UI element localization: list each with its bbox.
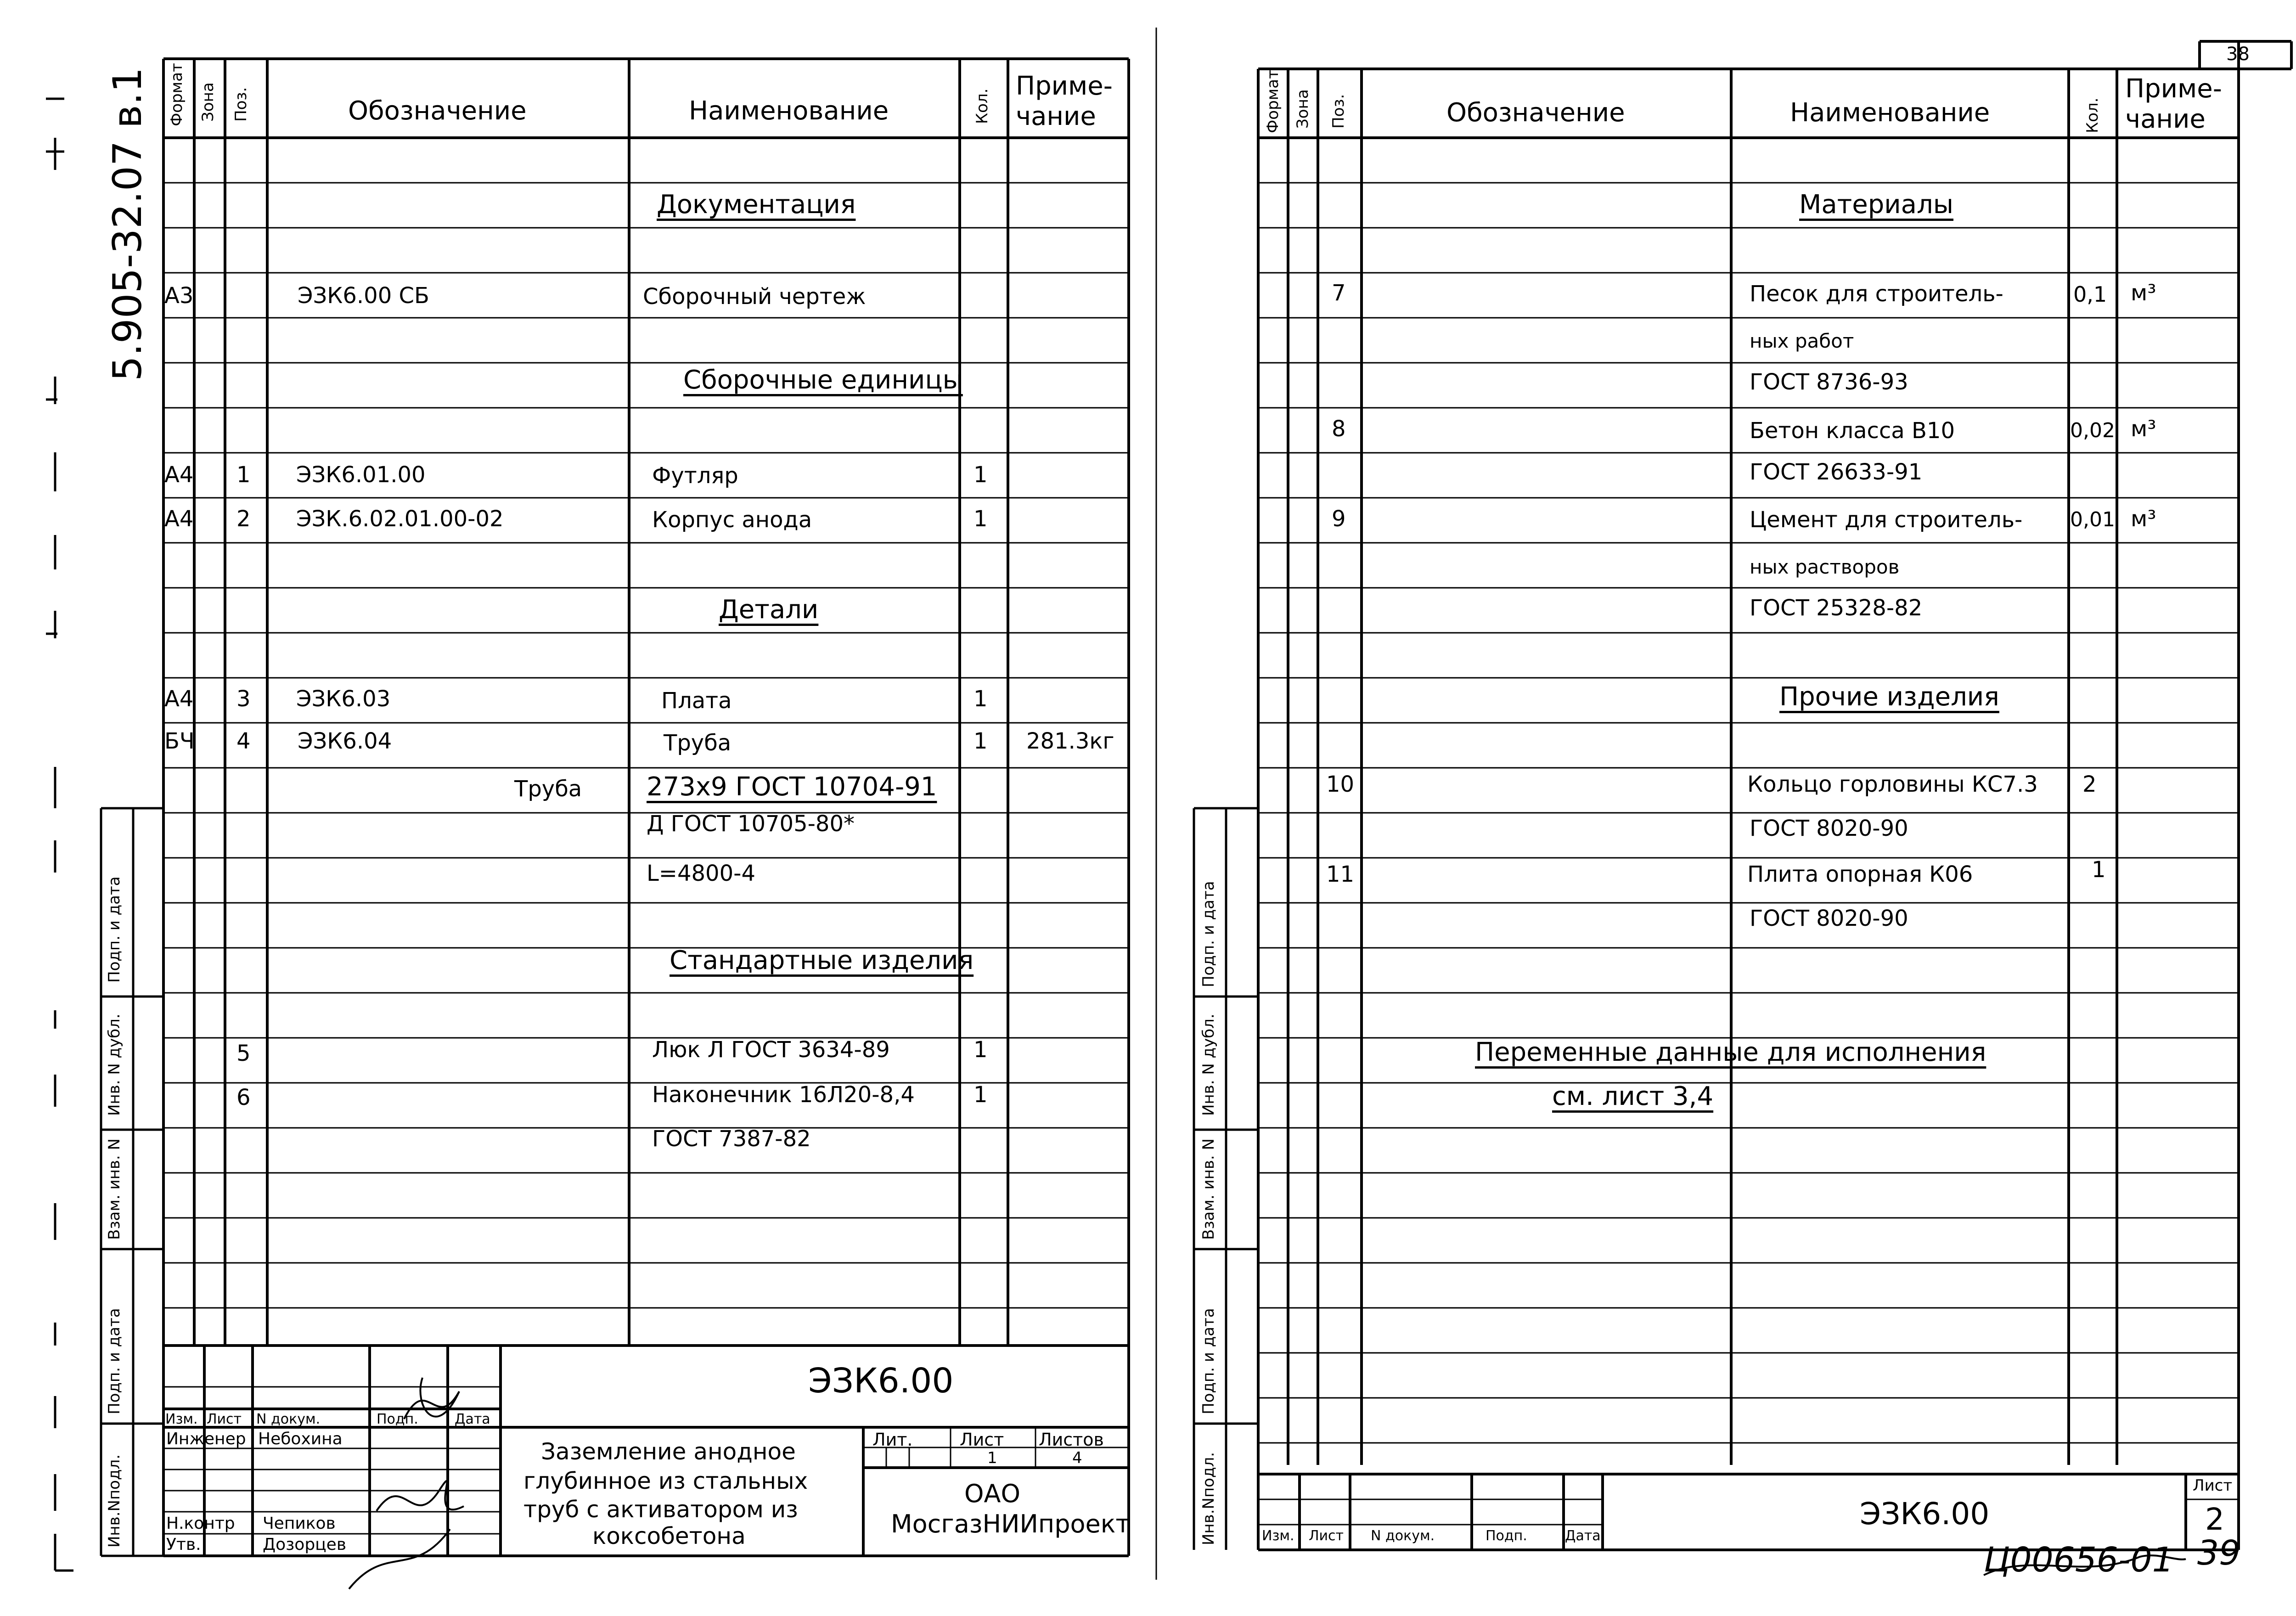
stamp-sign-date-2: Подп. и дата [105, 1308, 124, 1414]
name-cell: Сборочный чертеж [643, 284, 866, 310]
designation-cell: ЭЗК6.00 СБ [298, 283, 429, 309]
document-code: ЭЗК6.00 [808, 1361, 954, 1401]
section-other-items: Прочие изделия [1779, 682, 1999, 712]
name-cell: Наконечник 16Л20-8,4 [652, 1082, 915, 1108]
name-cell: Плита опорная К06 [1747, 861, 1973, 887]
unit-cell: м³ [2131, 416, 2156, 442]
qty-cell: 1 [974, 506, 988, 532]
stamp-sign-date: Подп. и дата [105, 876, 124, 983]
format-cell: А3 [164, 283, 194, 309]
tb-header-izm: Изм. [165, 1411, 198, 1427]
role-engineer: Инженер [166, 1430, 246, 1448]
stamp-dup-inv: Инв. N дубл. [1199, 1014, 1218, 1116]
name-cell-continued: ГОСТ 7387-82 [652, 1126, 811, 1152]
header-note-1: Приме- [2125, 74, 2222, 104]
archive-code: Ц00656-01 [1984, 1540, 2174, 1580]
section-materials: Материалы [1799, 190, 1953, 220]
stamp-sign-date: Подп. и дата [1199, 881, 1218, 987]
tb-header-izm: Изм. [1262, 1528, 1294, 1544]
tb-header-list: Лист [1309, 1528, 1344, 1544]
note-cell: 281.3кг [1026, 728, 1114, 754]
organization-line-2: МосгазНИИпроект [891, 1509, 1130, 1538]
header-note-2: чание [1016, 101, 1096, 131]
tb-header-sign: Подп. [1486, 1528, 1527, 1544]
see-sheets-note: см. лист 3,4 [1552, 1081, 1714, 1111]
name-cell: Плата [661, 688, 732, 714]
format-cell: А4 [164, 506, 194, 532]
section-standard-items: Стандартные изделия [670, 946, 974, 975]
sheet-number: 38 [2226, 44, 2250, 65]
material-spec-line-3: L=4800-4 [647, 861, 755, 886]
qty-cell: 1 [974, 686, 988, 712]
tb-header-date: Дата [1565, 1528, 1601, 1544]
designation-cell: ЭЗК6.04 [298, 728, 392, 754]
pos-cell: 6 [236, 1085, 251, 1110]
section-assembly-units: Сборочные единицы [683, 365, 963, 395]
drawing-title-line-1: Заземление анодное [541, 1438, 796, 1465]
qty-cell: 0,01 [2070, 508, 2115, 531]
pos-cell: 1 [236, 462, 251, 488]
pos-cell: 8 [1332, 416, 1346, 442]
pos-cell: 10 [1326, 771, 1355, 797]
pos-cell: 2 [236, 506, 251, 532]
name-cell: Корпус анода [652, 507, 812, 533]
designation-cell: ЭЗК.6.02.01.00-02 [296, 506, 504, 532]
name-cell-continued: ГОСТ 26633-91 [1750, 459, 1923, 485]
header-pos: Поз. [232, 87, 250, 122]
qty-cell: 1 [974, 728, 988, 754]
header-note-2: чание [2125, 104, 2206, 134]
section-documentation: Документация [657, 190, 856, 220]
name-cell: Кольцо горловины КС7.3 [1747, 771, 2038, 797]
tb-header-list: Лист [207, 1411, 242, 1427]
pos-cell: 9 [1332, 506, 1346, 532]
qty-cell: 1 [974, 1082, 988, 1108]
name-cell-continued: ГОСТ 8020-90 [1750, 816, 1908, 841]
name-norm-control: Чепиков [263, 1514, 336, 1533]
unit-cell: м³ [2131, 506, 2156, 532]
section-parts: Детали [719, 595, 819, 625]
role-norm-control: Н.контр [166, 1514, 235, 1533]
tb-list-label: Лист [2193, 1476, 2233, 1495]
material-spec-line-2: Д ГОСТ 10705-80* [647, 811, 855, 837]
name-cell: Люк Л ГОСТ 3634-89 [652, 1037, 890, 1063]
qty-cell: 1 [974, 1037, 988, 1063]
archive-page: 39 [2197, 1533, 2241, 1573]
drawing-title-line-3: труб с активатором из [523, 1496, 798, 1523]
header-designation: Обозначение [348, 96, 527, 126]
document-code: ЭЗК6.00 [1860, 1496, 1990, 1532]
unit-cell: м³ [2131, 280, 2156, 306]
stamp-replace-inv: Взам. инв. N [1199, 1138, 1218, 1240]
name-approved: Дозорцев [263, 1535, 347, 1554]
qty-cell: 1 [2092, 857, 2106, 883]
name-engineer: Небохина [258, 1430, 343, 1448]
tb-header-date: Дата [455, 1411, 490, 1427]
qty-cell: 2 [2082, 771, 2097, 797]
tb-list-value: 1 [987, 1449, 997, 1467]
drawing-title-line-4: коксобетона [592, 1523, 746, 1549]
name-cell: Бетон класса В10 [1750, 418, 1955, 444]
name-cell: Труба [664, 730, 732, 756]
header-qty: Кол. [2083, 97, 2102, 133]
tb-listov-label: Листов [1039, 1430, 1104, 1450]
tb-header-doc: N докум. [256, 1411, 321, 1427]
pos-cell: 3 [236, 686, 251, 712]
pos-cell: 5 [236, 1041, 251, 1066]
header-pos: Поз. [1329, 94, 1348, 129]
name-cell-continued: ГОСТ 8020-90 [1750, 906, 1908, 931]
header-name: Наименование [689, 96, 889, 126]
tb-listov-value: 4 [1072, 1449, 1082, 1467]
stamp-orig-inv: Инв.Nподл. [105, 1454, 124, 1548]
header-qty: Кол. [973, 88, 991, 124]
header-format: Формат [168, 63, 186, 126]
tb-header-sign: Подп. [377, 1411, 418, 1427]
tb-list-value: 2 [2205, 1502, 2224, 1537]
pos-cell: 7 [1332, 280, 1346, 306]
side-document-code: 5.905-32.07 в.1 [105, 67, 151, 381]
name-cell-continued: ных работ [1750, 330, 1854, 352]
stamp-replace-inv: Взам. инв. N [105, 1138, 124, 1240]
format-cell: БЧ [164, 728, 195, 754]
material-label: Труба [514, 776, 582, 802]
drawing-title-line-2: глубинное из стальных [523, 1468, 808, 1494]
header-zone: Зона [199, 82, 217, 122]
qty-cell: 1 [974, 462, 988, 488]
format-cell: А4 [164, 686, 194, 712]
name-cell-continued: ГОСТ 25328-82 [1750, 595, 1923, 621]
header-designation: Обозначение [1446, 98, 1625, 128]
qty-cell: 0,1 [2073, 282, 2107, 307]
stamp-orig-inv: Инв.Nподл. [1199, 1452, 1218, 1545]
tb-list-label: Лист [960, 1430, 1004, 1450]
format-cell: А4 [164, 462, 194, 488]
stamp-sign-date-2: Подп. и дата [1199, 1308, 1218, 1414]
organization-line-1: ОАО [964, 1479, 1020, 1508]
header-name: Наименование [1790, 98, 1990, 128]
name-cell: Песок для строитель- [1750, 281, 2003, 307]
stamp-dup-inv: Инв. N дубл. [105, 1014, 124, 1116]
name-cell-continued: ных растворов [1750, 556, 1900, 578]
qty-cell: 0,02 [2070, 419, 2115, 442]
header-zone: Зона [1294, 89, 1312, 129]
pos-cell: 4 [236, 728, 251, 754]
name-cell-continued: ГОСТ 8736-93 [1750, 369, 1908, 395]
name-cell: Цемент для строитель- [1750, 507, 2023, 533]
material-spec-line-1: 273х9 ГОСТ 10704-91 [647, 772, 937, 802]
tb-lit-label: Лит. [872, 1430, 913, 1450]
name-cell: Футляр [652, 463, 738, 489]
role-approved: Утв. [166, 1535, 201, 1554]
designation-cell: ЭЗК6.03 [296, 686, 391, 712]
header-format: Формат [1264, 70, 1282, 133]
tb-header-doc: N докум. [1371, 1528, 1435, 1544]
pos-cell: 11 [1326, 861, 1355, 887]
header-note-1: Приме- [1016, 71, 1113, 101]
variable-data-note: Переменные данные для исполнения [1475, 1037, 1986, 1067]
designation-cell: ЭЗК6.01.00 [296, 462, 426, 488]
